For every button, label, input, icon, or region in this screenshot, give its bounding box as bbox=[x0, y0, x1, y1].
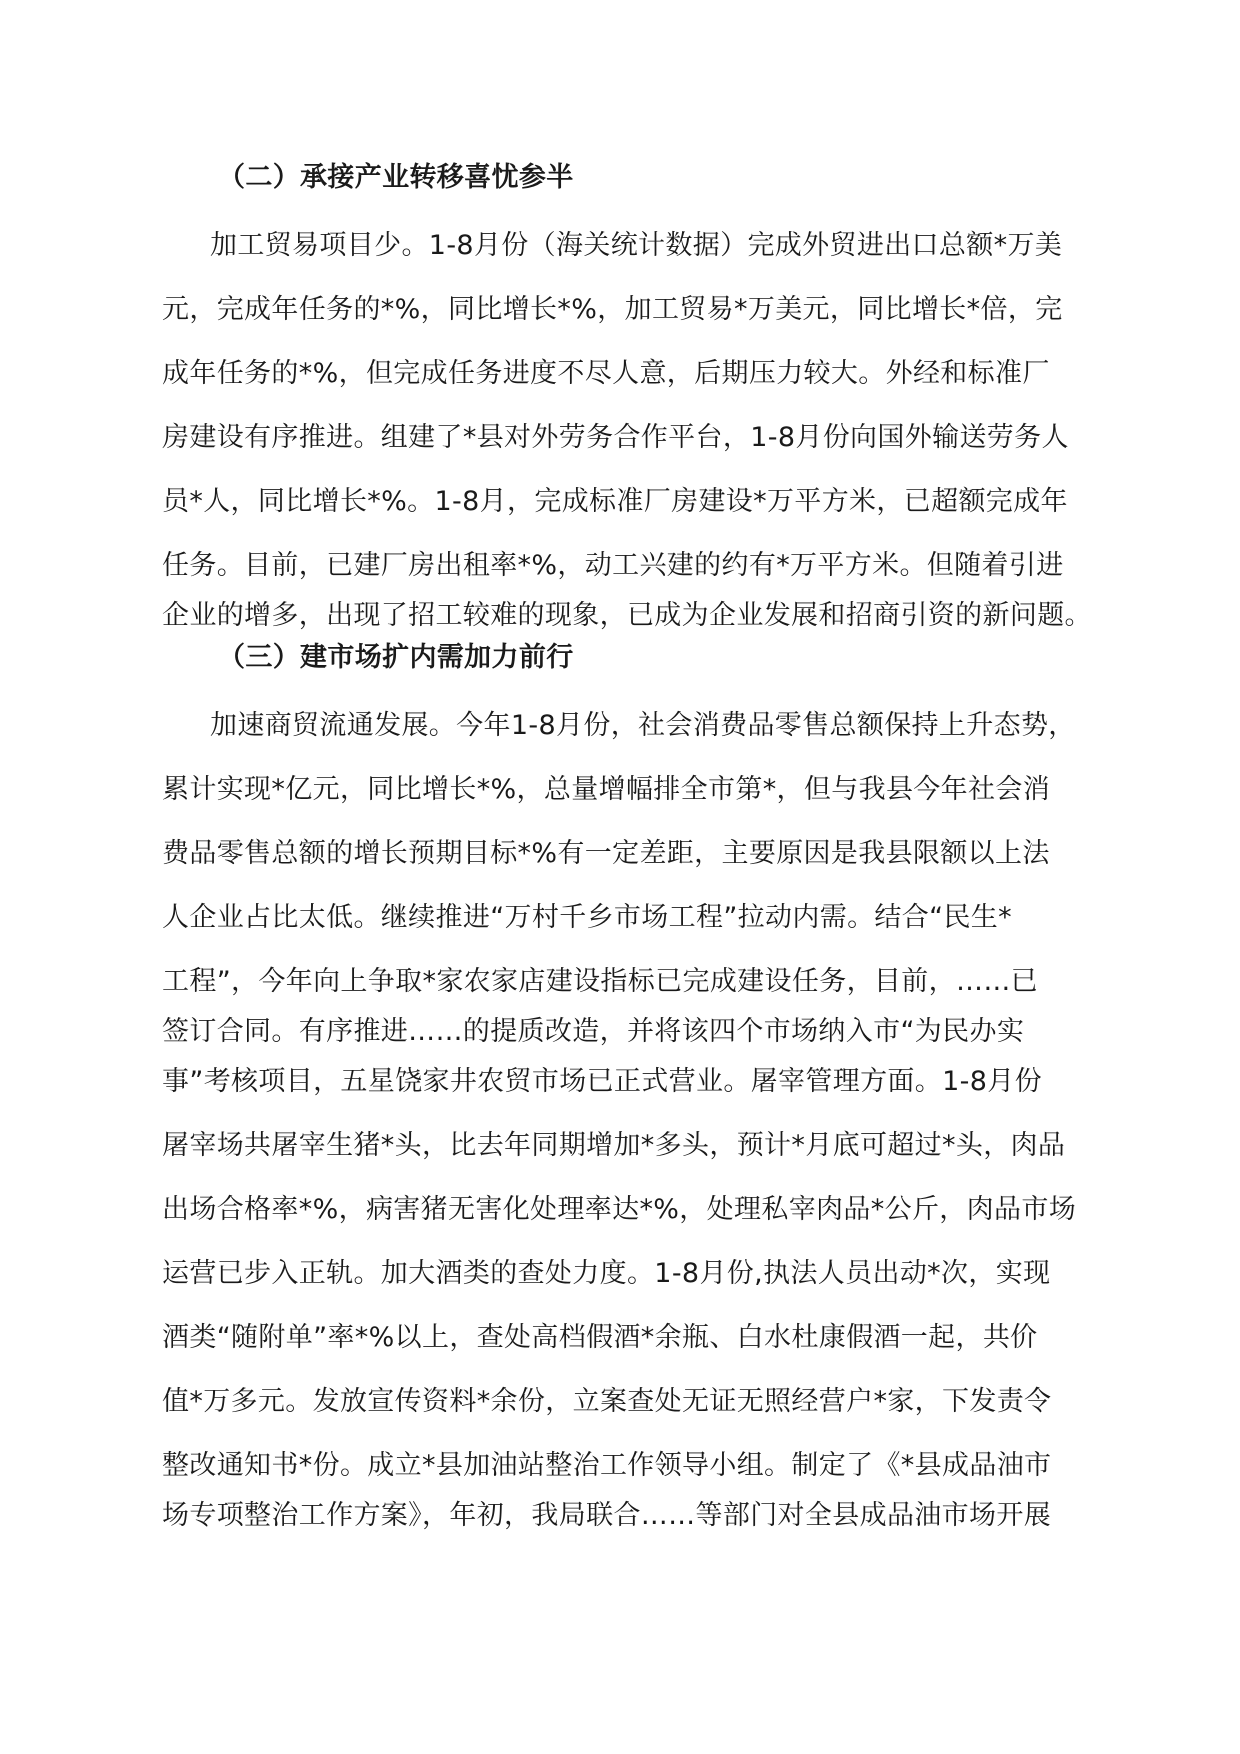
section-heading-3-text: （三）建市场扩内需加力前行 bbox=[218, 642, 574, 673]
paragraph-line: 整改通知书*份。成立*县加油站整治工作领导小组。制定了《*县成品油市 bbox=[162, 1450, 1052, 1481]
paragraph-line: 任务。目前，已建厂房出租率*%，动工兴建的约有*万平方米。但随着引进 bbox=[162, 550, 1064, 581]
section-heading-2 bbox=[162, 160, 1102, 196]
paragraph-line: 值*万多元。发放宣传资料*余份，立案查处无证无照经营户*家，下发责令 bbox=[162, 1386, 1052, 1417]
paragraph-line: 屠宰场共屠宰生猪*头，比去年同期增加*多头，预计*月底可超过*头，肉品 bbox=[162, 1130, 1066, 1161]
paragraph-line: 场专项整治工作方案》，年初，我局联合……等部门对全县成品油市场开展 bbox=[162, 1500, 1052, 1531]
section-heading-2-text: （二）承接产业转移喜忧参半 bbox=[218, 162, 574, 193]
paragraph-line: 加速商贸流通发展。今年1-8月份，社会消费品零售总额保持上升态势， bbox=[210, 710, 1076, 741]
paragraph-line: 成年任务的*%，但完成任务进度不尽人意，后期压力较大。外经和标准厂 bbox=[162, 358, 1050, 389]
paragraph-line: 员*人，同比增长*%。1-8月，完成标准厂房建设*万平方米，已超额完成年 bbox=[162, 486, 1068, 517]
paragraph-line: 累计实现*亿元，同比增长*%，总量增幅排全市第*，但与我县今年社会消 bbox=[162, 774, 1051, 805]
paragraph-line: 签订合同。有序推进……的提质改造，并将该四个市场纳入市“为民办实 bbox=[162, 1016, 1025, 1047]
paragraph-line: 加工贸易项目少。1-8月份（海关统计数据）完成外贸进出口总额*万美 bbox=[210, 230, 1063, 261]
paragraph-line: 出场合格率*%，病害猪无害化处理率达*%，处理私宰肉品*公斤，肉品市场 bbox=[162, 1194, 1077, 1225]
paragraph-line: 房建设有序推进。组建了*县对外劳务合作平台，1-8月份向国外输送劳务人 bbox=[162, 422, 1069, 453]
paragraph-line: 元，完成年任务的*%，同比增长*%，加工贸易*万美元，同比增长*倍，完 bbox=[162, 294, 1063, 325]
paragraph-line: 酒类“随附单”率*%以上，查处高档假酒*余瓶、白水杜康假酒一起，共价 bbox=[162, 1322, 1038, 1353]
paragraph-line: 费品零售总额的增长预期目标*%有一定差距，主要原因是我县限额以上法 bbox=[162, 838, 1050, 869]
paragraph-line: 企业的增多，出现了招工较难的现象，已成为企业发展和招商引资的新问题。 bbox=[162, 600, 1092, 631]
paragraph-line: 运营已步入正轨。加大酒类的查处力度。1-8月份,执法人员出动*次，实现 bbox=[162, 1258, 1051, 1289]
section-heading-3 bbox=[162, 640, 1102, 676]
paragraph-line: 事”考核项目，五星饶家井农贸市场已正式营业。屠宰管理方面。1-8月份 bbox=[162, 1066, 1042, 1097]
paragraph-line: 人企业占比太低。继续推进“万村千乡市场工程”拉动内需。结合“民生* bbox=[162, 902, 1013, 933]
paragraph-line: 工程”，今年向上争取*家农家店建设指标已完成建设任务，目前，……已 bbox=[162, 966, 1039, 997]
